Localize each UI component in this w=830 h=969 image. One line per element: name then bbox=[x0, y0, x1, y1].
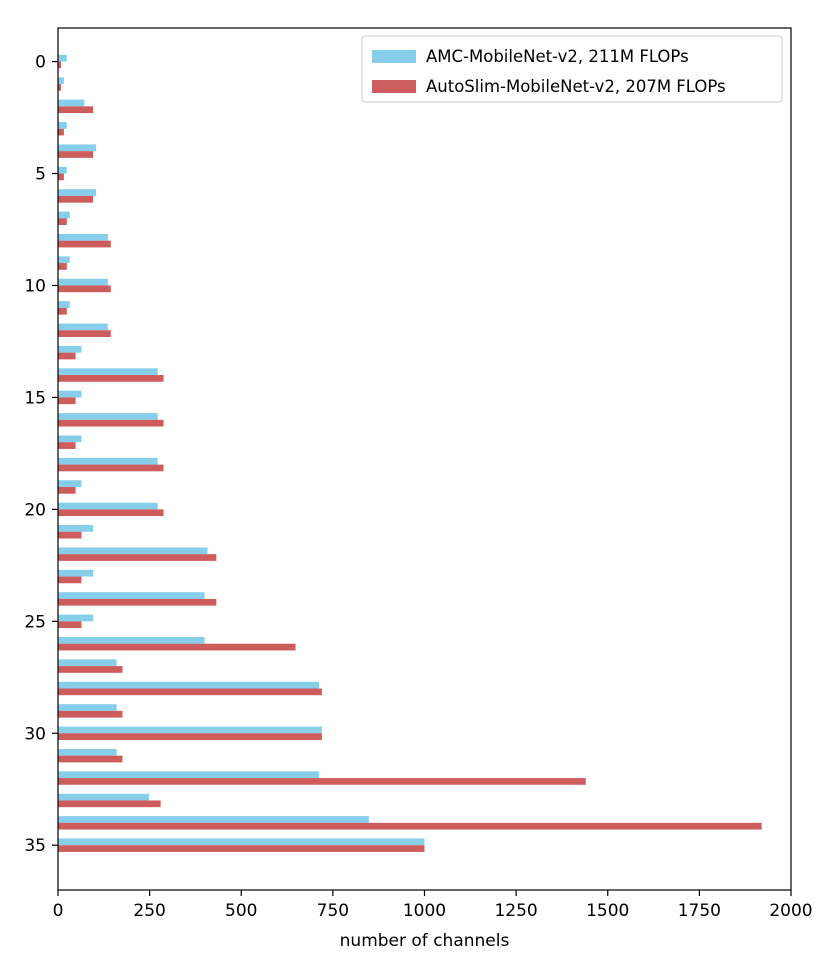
bar-autoslim-layer-8 bbox=[58, 241, 111, 248]
bar-autoslim-layer-12 bbox=[58, 330, 111, 337]
bars-layer bbox=[58, 55, 762, 852]
bar-autoslim-layer-6 bbox=[58, 196, 93, 203]
bar-autoslim-layer-13 bbox=[58, 353, 76, 360]
bar-autoslim-layer-15 bbox=[58, 397, 76, 404]
legend bbox=[362, 36, 782, 102]
x-tick-label: 1250 bbox=[494, 901, 538, 921]
y-tick-label: 25 bbox=[24, 612, 46, 633]
bar-autoslim-layer-22 bbox=[58, 554, 216, 561]
y-tick-label: 20 bbox=[24, 500, 46, 521]
x-tick-label: 1500 bbox=[586, 901, 630, 921]
bar-amc-layer-16 bbox=[58, 413, 158, 420]
bar-amc-layer-5 bbox=[58, 167, 67, 174]
bar-autoslim-layer-16 bbox=[58, 420, 164, 427]
bar-amc-layer-22 bbox=[58, 547, 208, 554]
bar-amc-layer-18 bbox=[58, 458, 158, 465]
bar-amc-layer-9 bbox=[58, 256, 70, 263]
bar-autoslim-layer-2 bbox=[58, 106, 93, 113]
bar-autoslim-layer-5 bbox=[58, 174, 64, 181]
legend-swatch-autoslim bbox=[372, 80, 416, 93]
bar-autoslim-layer-19 bbox=[58, 487, 76, 494]
bar-amc-layer-29 bbox=[58, 704, 117, 711]
bar-autoslim-layer-3 bbox=[58, 129, 64, 136]
bar-amc-layer-14 bbox=[58, 368, 158, 375]
bar-autoslim-layer-23 bbox=[58, 577, 81, 584]
bar-amc-layer-2 bbox=[58, 100, 84, 107]
bar-amc-layer-32 bbox=[58, 771, 319, 778]
bar-autoslim-layer-25 bbox=[58, 621, 81, 628]
bar-amc-layer-26 bbox=[58, 637, 205, 644]
bar-autoslim-layer-26 bbox=[58, 644, 295, 651]
bar-autoslim-layer-24 bbox=[58, 599, 216, 606]
bar-amc-layer-24 bbox=[58, 592, 205, 599]
bar-autoslim-layer-10 bbox=[58, 285, 111, 292]
bar-amc-layer-19 bbox=[58, 480, 81, 487]
bar-autoslim-layer-18 bbox=[58, 465, 164, 472]
y-tick-label: 0 bbox=[35, 52, 46, 73]
bar-autoslim-layer-14 bbox=[58, 375, 164, 382]
bar-amc-layer-12 bbox=[58, 324, 108, 331]
y-tick-label: 5 bbox=[35, 164, 46, 185]
y-tick-label: 35 bbox=[24, 836, 46, 857]
bar-autoslim-layer-32 bbox=[58, 778, 586, 785]
bar-autoslim-layer-11 bbox=[58, 308, 67, 315]
bar-autoslim-layer-35 bbox=[58, 845, 425, 852]
bar-amc-layer-17 bbox=[58, 435, 81, 442]
x-tick-label: 2000 bbox=[769, 901, 813, 921]
x-tick-label: 250 bbox=[133, 901, 166, 921]
bar-amc-layer-3 bbox=[58, 122, 67, 129]
bar-amc-layer-25 bbox=[58, 615, 93, 622]
x-tick-label: 1750 bbox=[677, 901, 722, 921]
bar-autoslim-layer-9 bbox=[58, 263, 67, 270]
legend-label-amc: AMC-MobileNet-v2, 211M FLOPs bbox=[426, 47, 689, 66]
x-axis-label: number of channels bbox=[339, 931, 510, 951]
y-tick-label: 10 bbox=[24, 276, 46, 297]
bar-autoslim-layer-28 bbox=[58, 688, 322, 695]
bar-amc-layer-35 bbox=[58, 839, 425, 846]
bar-amc-layer-0 bbox=[58, 55, 67, 62]
x-tick-label: 0 bbox=[52, 901, 64, 921]
bar-autoslim-layer-30 bbox=[58, 733, 322, 740]
bar-amc-layer-11 bbox=[58, 301, 70, 308]
bar-amc-layer-15 bbox=[58, 391, 81, 398]
bar-autoslim-layer-33 bbox=[58, 800, 161, 807]
bar-amc-layer-34 bbox=[58, 816, 369, 823]
plot-area-frame bbox=[58, 28, 791, 890]
bar-autoslim-layer-7 bbox=[58, 218, 67, 225]
bar-amc-layer-27 bbox=[58, 659, 117, 666]
ticks-layer bbox=[24, 53, 812, 921]
legend-label-autoslim: AutoSlim-MobileNet-v2, 207M FLOPs bbox=[426, 77, 726, 96]
bar-autoslim-layer-29 bbox=[58, 711, 123, 718]
bar-amc-layer-20 bbox=[58, 503, 158, 510]
x-tick-label: 500 bbox=[225, 901, 258, 921]
bar-amc-layer-6 bbox=[58, 189, 96, 196]
bar-autoslim-layer-17 bbox=[58, 442, 76, 449]
bar-autoslim-layer-4 bbox=[58, 151, 93, 158]
y-tick-label: 15 bbox=[24, 388, 46, 409]
bar-amc-layer-21 bbox=[58, 525, 93, 532]
bar-amc-layer-7 bbox=[58, 212, 70, 219]
bar-autoslim-layer-21 bbox=[58, 532, 81, 539]
x-tick-label: 750 bbox=[316, 901, 350, 921]
x-tick-label: 1000 bbox=[402, 901, 447, 921]
legend-swatch-amc bbox=[372, 50, 416, 63]
bar-autoslim-layer-27 bbox=[58, 666, 123, 673]
bar-amc-layer-33 bbox=[58, 794, 149, 801]
bar-autoslim-layer-34 bbox=[58, 823, 762, 830]
bar-amc-layer-4 bbox=[58, 144, 96, 151]
bar-amc-layer-31 bbox=[58, 749, 117, 756]
bar-autoslim-layer-31 bbox=[58, 756, 123, 763]
bar-amc-layer-23 bbox=[58, 570, 93, 577]
y-tick-label: 30 bbox=[24, 724, 46, 745]
bar-amc-layer-10 bbox=[58, 279, 108, 286]
bar-amc-layer-28 bbox=[58, 682, 319, 689]
bar-amc-layer-30 bbox=[58, 727, 322, 734]
bar-amc-layer-1 bbox=[58, 77, 64, 84]
bar-autoslim-layer-20 bbox=[58, 509, 164, 516]
bar-amc-layer-13 bbox=[58, 346, 81, 353]
bar-amc-layer-8 bbox=[58, 234, 108, 241]
